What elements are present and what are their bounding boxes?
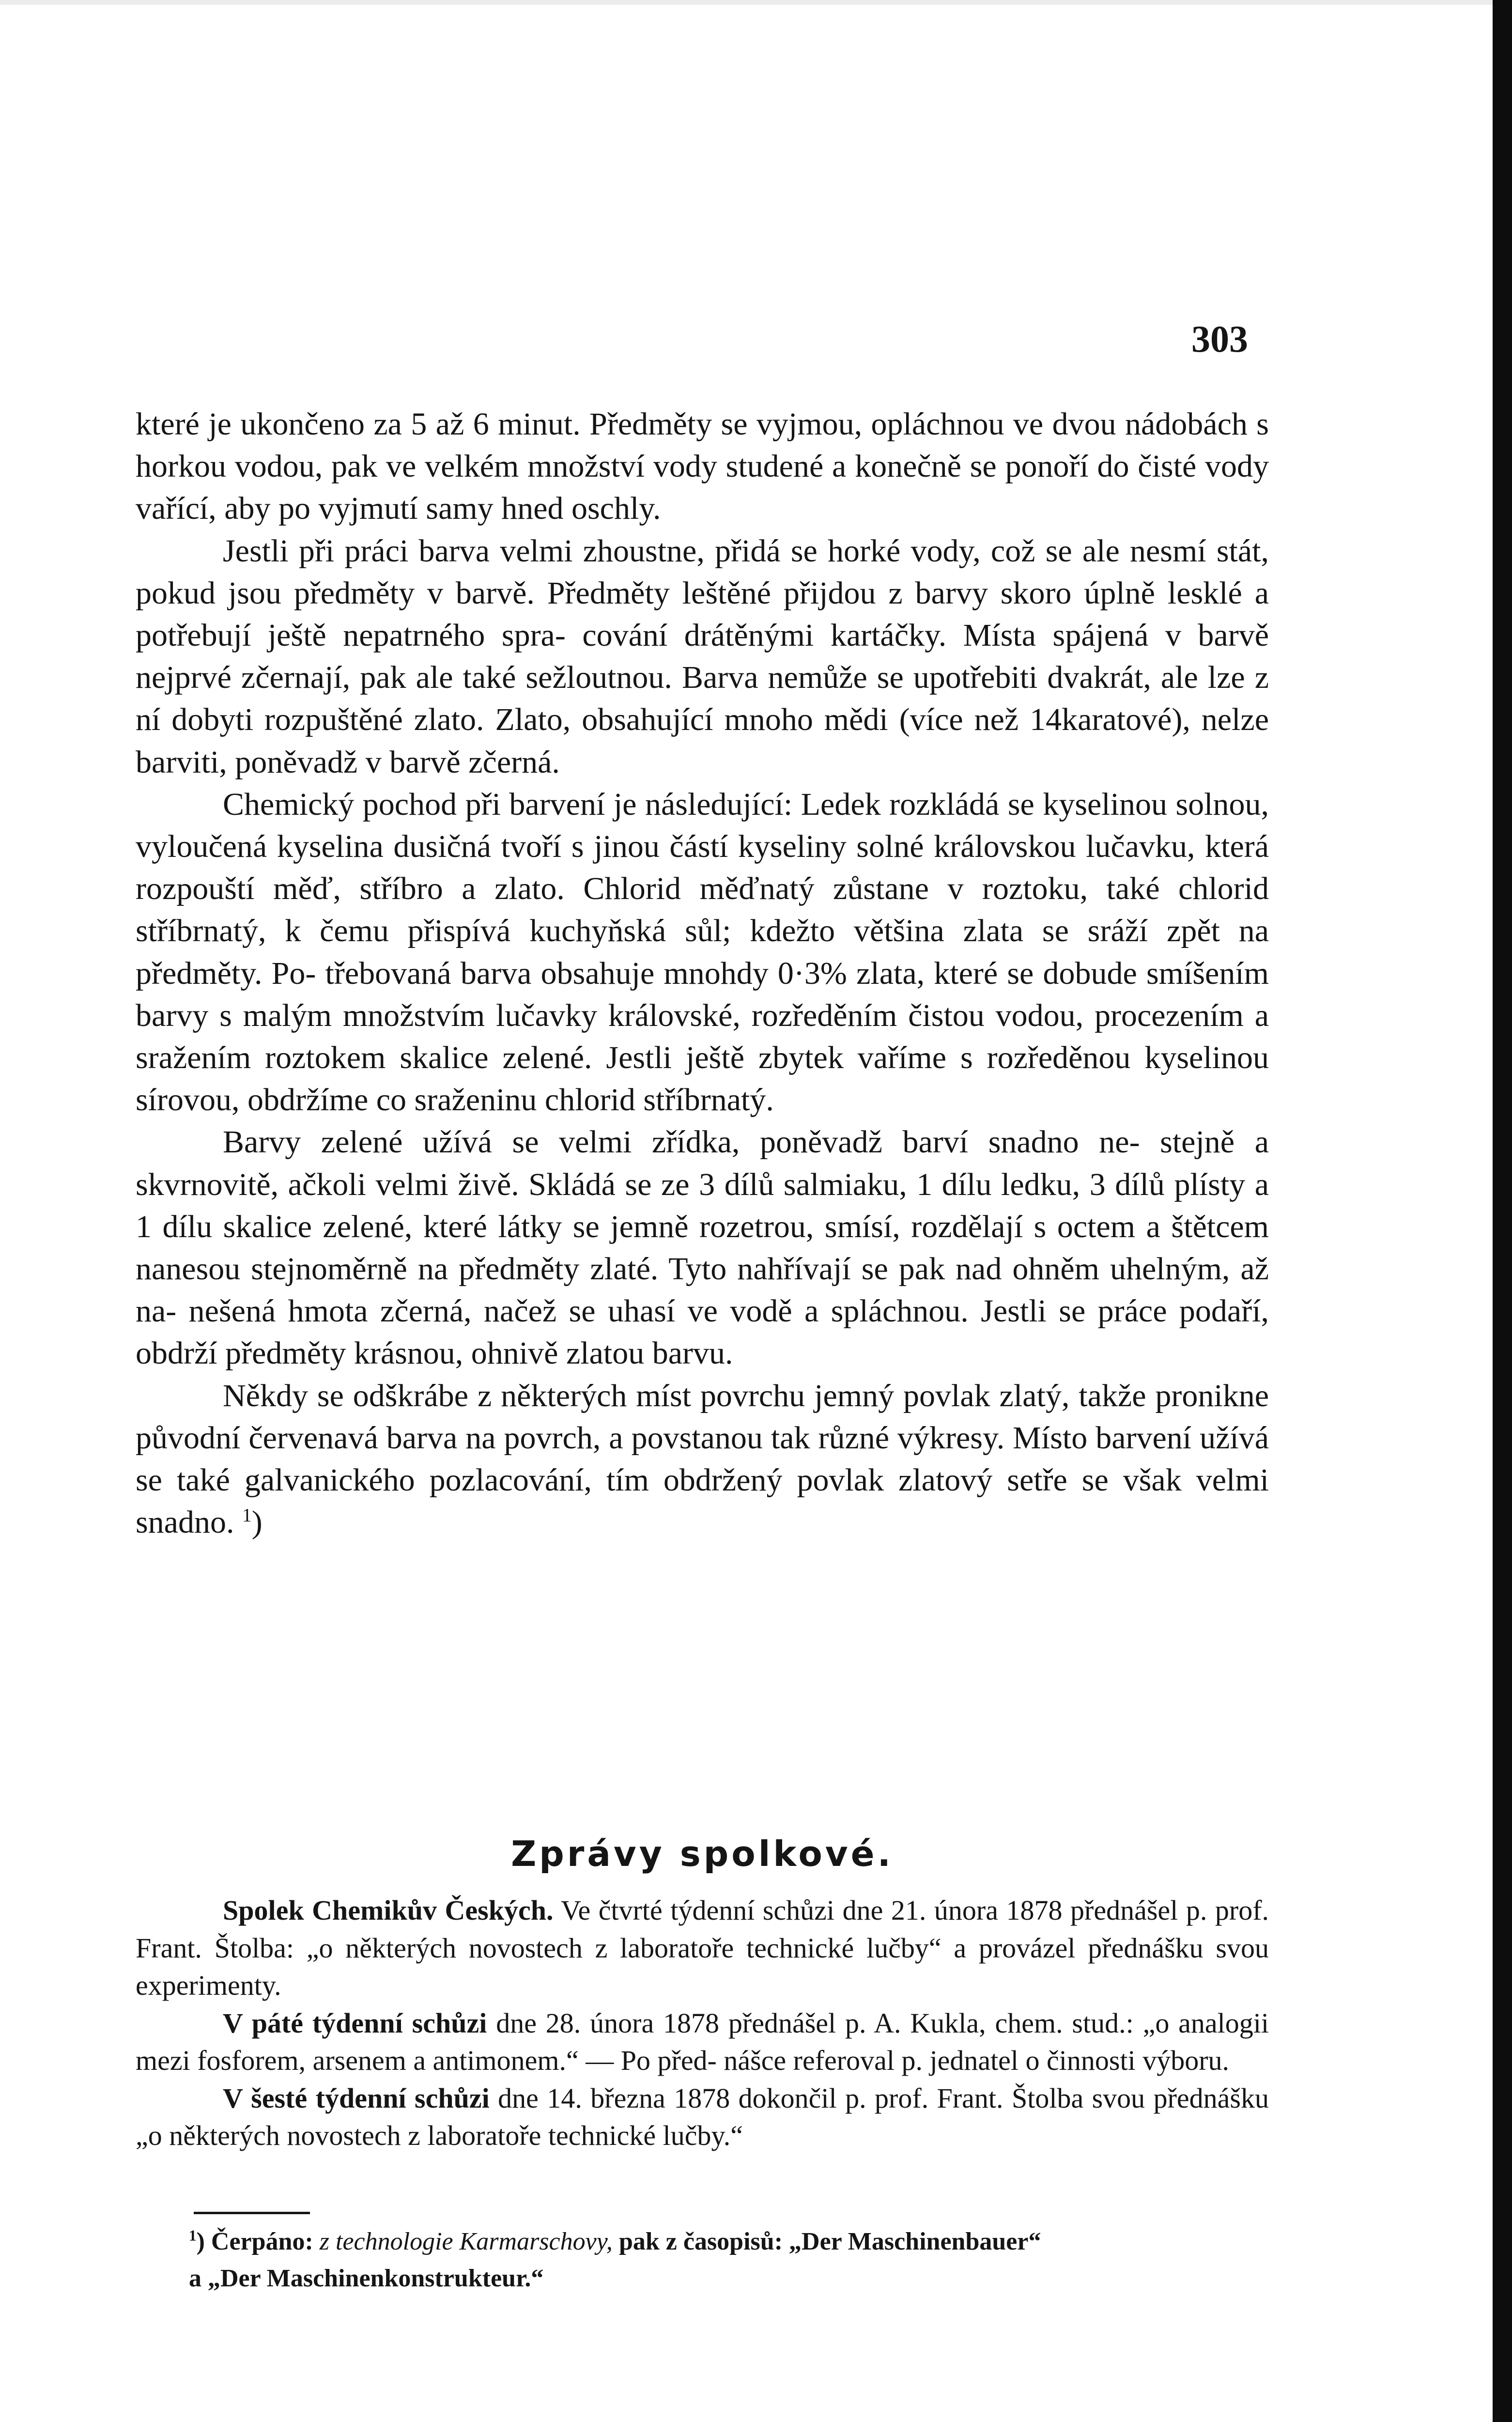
line: nešená hmota zčerná, načež se uhasí ve vodě a spláchnou. Jestli se (188, 1293, 1086, 1329)
footnote-reference-paren: ) (251, 1505, 262, 1540)
line: tím obdržený povlak zlatový setře se však velmi snadno. (136, 1462, 1269, 1540)
line: Někdy se odškrábe z některých míst povrchu jemný povlak zlatý, (223, 1378, 1070, 1413)
line: třebovaná barva obsahuje mnohdy 0·3% zlata, které se dobude smíšením (325, 955, 1269, 991)
line: 14karatové), nelze barviti, poněvadž v barvě zčerná. (136, 702, 1269, 780)
report-3 (136, 2080, 1269, 2155)
report-1 (136, 1892, 1269, 2004)
line: dne 28. února 1878 přednášel p. A. Kukla, (496, 2007, 986, 2039)
line: 1878 přednášel p. prof. Frant. Štolba: „o některých novostech z laboratoře (136, 1894, 1269, 1964)
paragraph-5 (136, 1375, 1269, 1544)
footnote-line-2: a „Der Maschinenkonstrukteur.“ (189, 2265, 544, 2292)
line: Jestli při práci barva velmi zhoustne, přidá se horké vody, což (223, 533, 1035, 569)
report-lead: V šesté týdenní schůzi (223, 2082, 490, 2114)
footnote-line-1-rest: pak z časopisů: „Der Maschinenbauer“ (618, 2228, 1041, 2255)
paragraph-3 (136, 783, 1269, 1121)
line: práce podaří, obdrží předměty krásnou, ohnivě zlatou barvu. (136, 1293, 1269, 1371)
line: které je ukončeno za 5 až 6 minut. Předměty se vyjmou, opláchnou ve (136, 406, 1044, 442)
line: cování drátěnými kartáčky. Místa spájená v barvě nejprvé zčernají, (136, 618, 1269, 696)
line: solné královskou lučavku, která rozpouští měď, stříbro a zlato. Chlorid (136, 829, 1269, 907)
line: Barvy zelené užívá se velmi zřídka, poněvadž barví snadno ne- (223, 1124, 1140, 1160)
line: 1 dílu ledku, 3 dílů plísty a 1 dílu skalice zelené, které látky se (136, 1166, 1269, 1244)
line: se ale nesmí stát, pokud jsou předměty v barvě. Předměty leštěné (136, 533, 1269, 611)
footnote-marker: 1 (189, 2227, 197, 2244)
line: Štolba svou přednášku „o některých novostech z laboratoře technické lučby.“ (136, 2082, 1269, 2151)
line: kuchyňská sůl; kdežto většina zlata se sráží zpět na předměty. Po- (136, 913, 1269, 991)
line: dvou nádobách s horkou vodou, pak ve velkém množství vody studené (136, 406, 1269, 484)
line: procezením a sražením roztokem skalice zelené. Jestli ještě zbytek (136, 997, 1269, 1076)
line: nášce referoval p. jednatel o činnosti výboru. (724, 2045, 1230, 2076)
footnote (189, 2223, 1274, 2297)
line: pak ale také sežloutnou. Barva nemůže se upotřebiti dvakrát, ale lze (360, 660, 1245, 696)
line: technické lučby“ a provázel přednášku svou experimenty. (136, 1932, 1269, 2001)
line: různé výkresy. Místo barvení užívá se také galvanického pozlacování, (136, 1420, 1269, 1498)
line: chem. stud.: „o analogii mezi fosforem, arsenem a antimonem.“ — Po před- (136, 2007, 1269, 2076)
line: přijdou z barvy skoro úplně lesklé a potřebují ještě nepatrného spra- (136, 575, 1269, 653)
section-heading: Zprávy spolkové. (511, 1833, 894, 1874)
line: stříbrnatý. (643, 1082, 774, 1118)
footnote-divider (194, 2212, 310, 2214)
paragraph-2 (136, 530, 1269, 783)
line: z ní dobyti rozpuštěné zlato. Zlato, obsahující mnoho mědi (více než (136, 660, 1269, 738)
scan-right-edge (1493, 0, 1512, 2422)
main-body-text (136, 403, 1269, 1543)
paragraph-4 (136, 1121, 1269, 1374)
line: jemně rozetrou, smísí, rozdělají s octem a štětcem nanesou stejnoměrně (136, 1209, 1269, 1287)
footnote-marker-paren: ) (196, 2228, 205, 2255)
line: vaříme s rozředěnou kyselinou sírovou, obdržíme co sraženinu chlorid (136, 1040, 1269, 1118)
line: a konečně se ponoří do čisté vody vařící, aby po vyjmutí samy hned (136, 449, 1269, 527)
footnote-source: z technologie Karmarschovy, (319, 2228, 613, 2255)
line: Chemický pochod při barvení je následující: Ledek rozkládá se (223, 786, 1034, 822)
footnote-prefix: Čerpáno: (211, 2228, 313, 2255)
line: Ve čtvrté týdenní schůzi dne 21. února (561, 1894, 998, 1926)
line: měďnatý zůstane v roztoku, také chlorid stříbrnatý, k čemu přispívá (136, 871, 1269, 949)
footnote-reference: 1 (242, 1504, 252, 1526)
report-2 (136, 2004, 1269, 2080)
line: dne 14. března 1878 dokončil p. prof. Frant. (498, 2082, 1003, 2114)
scan-top-edge (0, 0, 1512, 5)
line: kyselinou solnou, vyloučená kyselina dusičná tvoří s jinou částí kyseliny (136, 786, 1269, 865)
line: na předměty zlaté. Tyto nahřívají se pak nad ohněm uhelným, až na- (136, 1251, 1269, 1329)
report-lead: Spolek Chemikův Českých. (223, 1894, 554, 1926)
page-number: 303 (1191, 318, 1248, 360)
report-lead: V páté týdenní schůzi (223, 2007, 487, 2039)
line: barvy s malým množstvím lučavky královské, rozředěním čistou vodou, (136, 997, 1084, 1033)
line: takže pronikne původní červenavá barva na povrch, a povstanou tak (136, 1378, 1269, 1456)
paragraph-1 (136, 403, 1269, 530)
line: stejně a skvrnovitě, ačkoli velmi živě. Skládá se ze 3 dílů salmiaku, (136, 1124, 1269, 1202)
line: oschly. (571, 491, 661, 527)
society-reports (136, 1892, 1269, 2155)
